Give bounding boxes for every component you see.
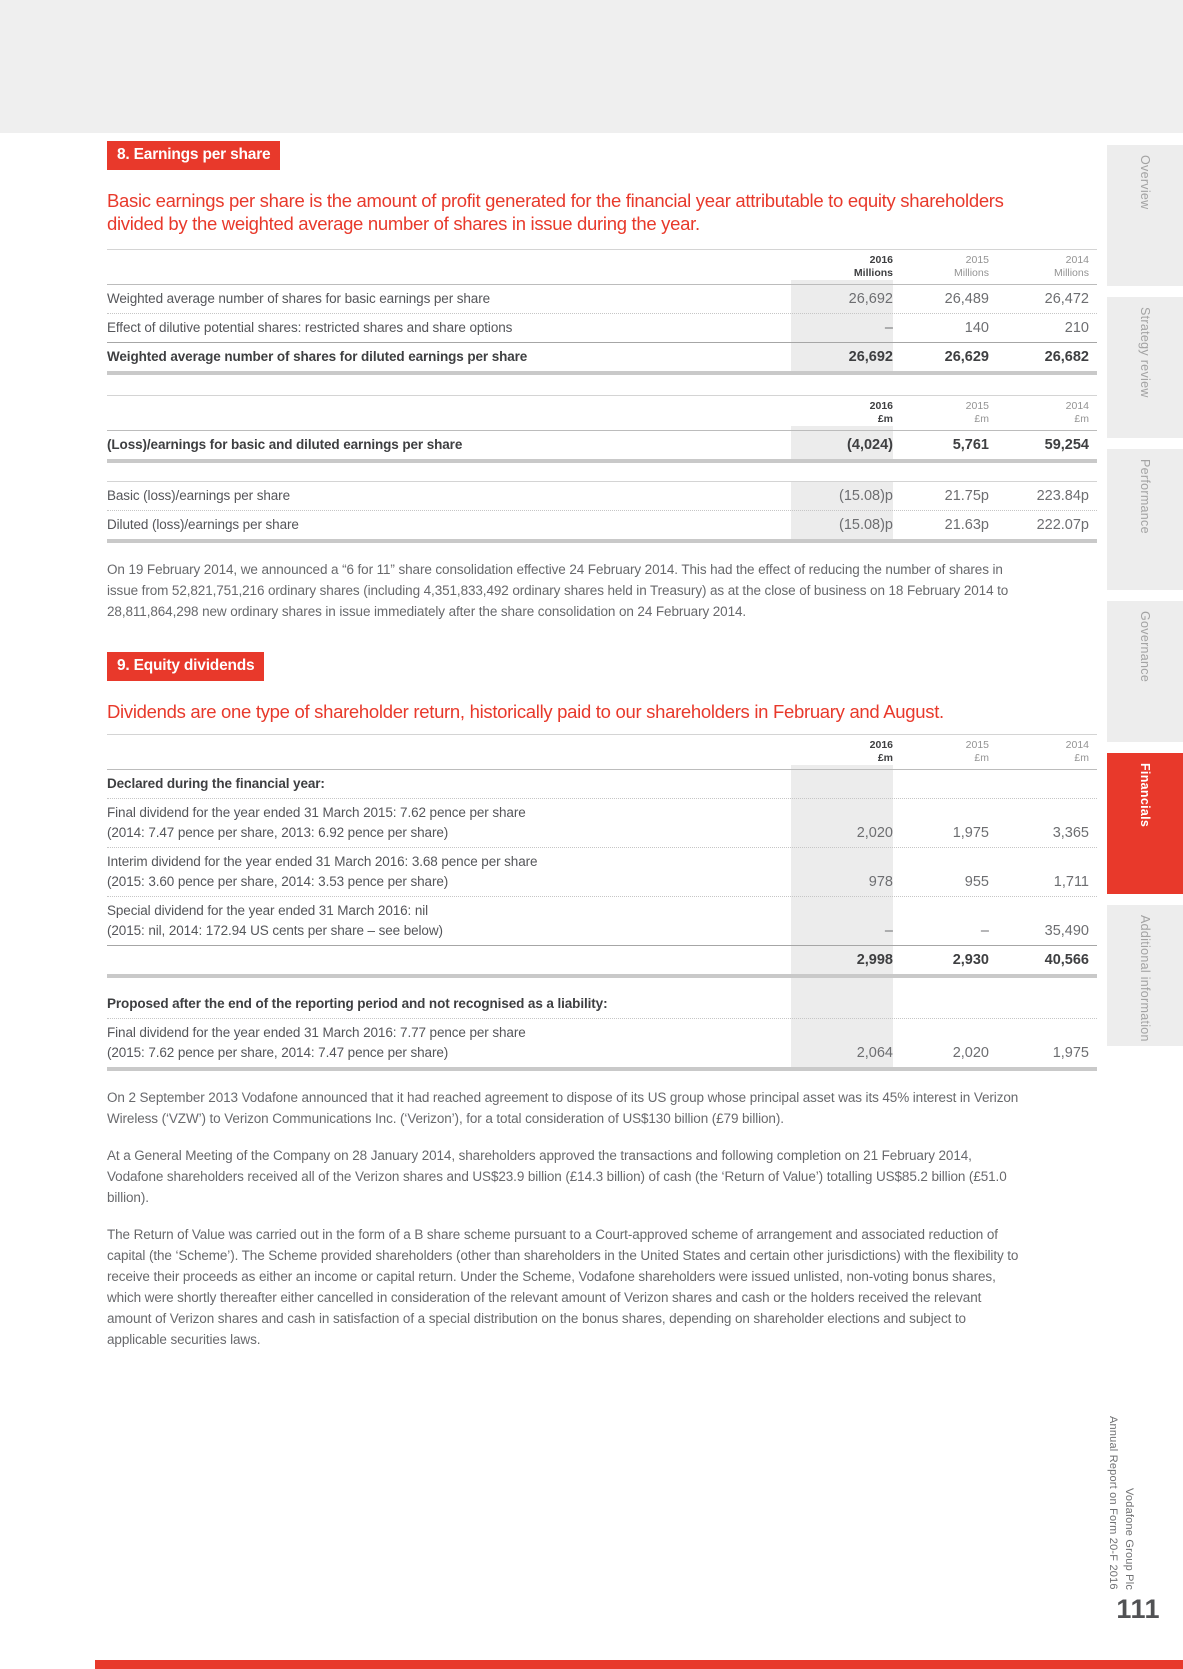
table-row [107, 510, 1097, 539]
row-label: Proposed after the end of the reporting period and not recognised as a liability: [107, 996, 608, 1011]
footer-report-name: Annual Report on Form 20-F 2016 [1107, 1416, 1119, 1590]
value-2016: 26,692 [848, 291, 893, 307]
page-number: 111 [1116, 1594, 1160, 1624]
value-2015: 5,761 [952, 437, 989, 453]
table-header-row [107, 734, 1097, 770]
table-row-total [107, 342, 1097, 371]
table-row [107, 896, 1097, 945]
earnings-table [107, 395, 1097, 463]
row-label-line1: Final dividend for the year ended 31 March 2016: 7.77 pence per share [107, 1025, 526, 1040]
dividends-table [107, 734, 1097, 1071]
column-year: 2014 [1065, 400, 1089, 412]
value-2014: 40,566 [1044, 952, 1089, 968]
table-row [107, 1018, 1097, 1067]
table-bottom-rule [107, 539, 1097, 543]
table-header-row [107, 249, 1097, 285]
column-unit: £m [974, 413, 989, 425]
value-2016: 2,020 [856, 825, 893, 841]
column-year: 2014 [1065, 254, 1089, 266]
column-header-2016 [791, 254, 893, 280]
column-header-2015 [893, 254, 989, 280]
table-bottom-rule [107, 1067, 1097, 1071]
value-2014: 26,472 [1044, 291, 1089, 307]
row-label [107, 852, 791, 892]
column-header-2016 [791, 400, 893, 426]
column-year: 2016 [869, 400, 893, 412]
column-unit: Millions [953, 267, 989, 279]
table-subheading-row [107, 990, 1097, 1018]
value-2015: 26,629 [944, 349, 989, 365]
sidebar-tab-strategy-review[interactable] [1107, 297, 1183, 438]
row-label-line2: (2015: nil, 2014: 172.94 US cents per share – see below) [107, 923, 443, 938]
footer-brand: Vodafone Group Plc [1123, 1487, 1135, 1590]
table-row-total [107, 945, 1097, 974]
table-spacer [107, 978, 1097, 990]
tab-label: Overview [1138, 155, 1152, 210]
row-label-line2: (2015: 3.60 pence per share, 2014: 3.53 pence per share) [107, 874, 449, 889]
column-unit: £m [877, 413, 893, 425]
table-bottom-rule [107, 459, 1097, 463]
column-header-2015 [893, 739, 989, 765]
row-label-line1: Special dividend for the year ended 31 March 2016: nil [107, 903, 429, 918]
table-bottom-rule [107, 371, 1097, 375]
value-2015: 21.75p [944, 488, 989, 504]
value-2015: 140 [964, 320, 989, 336]
share-consolidation-note: On 19 February 2014, we announced a “6 for 11” share consolidation effective 24 February 2014. This had the effect of reducing the number of shares in issue from 52,821,751,216 ordinary shares (including 4,351,833,492 ordinary shares held in Treasury) as at the close of business on 18 February 2014 to 28,811,864,298 new ordinary shares in issue immediately after the share consolidation on 24 February 2014. [107, 562, 1009, 619]
value-2014: 222.07p [1036, 517, 1089, 533]
column-unit: Millions [1053, 267, 1089, 279]
sidebar-tab-financials[interactable] [1107, 753, 1183, 894]
verizon-disposal-paragraph: On 2 September 2013 Vodafone announced that it had reached agreement to dispose of its US group whose principal asset was its 45% interest in Verizon Wireless (‘VZW’) to Verizon Communications Inc. (‘Verizon’), for a total consideration of US$130 billion (£79 billion). [107, 1090, 1019, 1126]
per-share-table [107, 481, 1097, 543]
column-header-2015 [893, 400, 989, 426]
row-label-line2: (2015: 7.62 pence per share, 2014: 7.47 pence per share) [107, 1045, 449, 1060]
value-2016: (15.08)p [838, 517, 893, 533]
table-row [107, 481, 1097, 510]
column-unit: £m [877, 752, 893, 764]
column-year: 2016 [869, 739, 893, 751]
table-row [107, 847, 1097, 896]
shares-table [107, 249, 1097, 375]
row-label [107, 803, 791, 843]
table-header-row [107, 395, 1097, 431]
row-label-line1: Final dividend for the year ended 31 March 2015: 7.62 pence per share [107, 805, 526, 820]
value-2014: 223.84p [1036, 488, 1089, 504]
column-header-2014 [989, 400, 1089, 426]
row-label: Basic (loss)/earnings per share [107, 488, 290, 503]
sidebar-tab-governance[interactable] [1107, 601, 1183, 742]
row-label: Effect of dilutive potential shares: restricted shares and share options [107, 320, 513, 335]
tab-label: Strategy review [1138, 307, 1152, 398]
value-2014: 1,975 [1052, 1045, 1089, 1061]
sidebar-tab-performance[interactable] [1107, 449, 1183, 590]
column-header-2016 [791, 739, 893, 765]
section-8-heading: 8. Earnings per share [107, 141, 280, 170]
return-of-value-paragraph: The Return of Value was carried out in the form of a B share scheme pursuant to a Court-approved scheme of arrangement and associated reduction of capital (the ‘Scheme’). The Scheme provided shareholders (other than shareholders in the United States and certain other jurisdictions) with the flexibility to receive their proceeds as either an income or capital return. Under the Scheme, Vodafone shareholders were issued unlisted, non-voting bonus shares, which were shortly thereafter either cancelled in consideration of the relevant amount of Verizon shares and cash or the holders received the relevant amount of Verizon shares and cash in satisfaction of a special distribution on the bonus shares, depending on shareholder elections and subject to applicable securities laws. [107, 1227, 1019, 1347]
section-8-intro: Basic earnings per share is the amount of profit generated for the financial year attributable to equity shareholders divided by the weighted average number of shares in issue during the year. [107, 190, 1004, 234]
value-2016: – [884, 320, 893, 336]
table-row [107, 313, 1097, 342]
table-subheading-row [107, 770, 1097, 798]
value-2015: 2,930 [952, 952, 989, 968]
section-9-intro: Dividends are one type of shareholder return, historically paid to our shareholders in February and August. [107, 701, 944, 722]
tab-label: Financials [1138, 763, 1152, 828]
table-row-total [107, 431, 1097, 459]
value-2015: 21.63p [944, 517, 989, 533]
tab-label: Additional information [1138, 915, 1152, 1042]
row-label: Diluted (loss)/earnings per share [107, 517, 299, 532]
column-year: 2016 [869, 254, 893, 266]
value-2016: – [884, 923, 893, 939]
value-2016: 26,692 [848, 349, 893, 365]
row-label [107, 1023, 791, 1063]
row-label-line1: Interim dividend for the year ended 31 March 2016: 3.68 pence per share [107, 854, 538, 869]
value-2015: 2,020 [952, 1045, 989, 1061]
tab-label: Governance [1138, 611, 1152, 683]
row-label: Weighted average number of shares for basic earnings per share [107, 291, 491, 306]
column-year: 2014 [1065, 739, 1089, 751]
table-row [107, 798, 1097, 847]
column-header-2014 [989, 254, 1089, 280]
column-unit: £m [974, 752, 989, 764]
value-2014: 35,490 [1044, 923, 1089, 939]
page-top-band [0, 0, 1183, 133]
main-content [107, 141, 1097, 1350]
tab-label: Performance [1138, 459, 1152, 534]
value-2016: (15.08)p [838, 488, 893, 504]
value-2016: 2,998 [856, 952, 893, 968]
row-label: (Loss)/earnings for basic and diluted earnings per share [107, 437, 463, 452]
column-unit: £m [1074, 752, 1089, 764]
value-2016: (4,024) [847, 437, 893, 453]
general-meeting-paragraph: At a General Meeting of the Company on 28 January 2014, shareholders approved the transactions and following completion on 21 February 2014, Vodafone shareholders received all of the Verizon shares and US$23.9 billion (£14.3 billion) of cash (the ‘Return of Value’) totalling US$85.2 billion (£51.0 billion). [107, 1148, 1007, 1205]
row-label: Weighted average number of shares for diluted earnings per share [107, 349, 528, 364]
footer-red-bar [95, 1660, 1183, 1669]
value-2014: 3,365 [1052, 825, 1089, 841]
value-2016: 2,064 [856, 1045, 893, 1061]
value-2015: 955 [964, 874, 989, 890]
column-unit: Millions [853, 267, 893, 279]
column-header-2014 [989, 739, 1089, 765]
sidebar-tab-overview[interactable] [1107, 145, 1183, 286]
sidebar-tab-additional-information[interactable] [1107, 905, 1183, 1046]
table-row [107, 285, 1097, 313]
value-2014: 59,254 [1044, 437, 1089, 453]
value-2015: 26,489 [944, 291, 989, 307]
column-year: 2015 [965, 400, 989, 412]
column-year: 2015 [965, 739, 989, 751]
row-label [107, 901, 791, 941]
column-year: 2015 [965, 254, 989, 266]
footer-report-title [1105, 1270, 1137, 1590]
value-2014: 1,711 [1053, 874, 1089, 890]
column-unit: £m [1074, 413, 1089, 425]
value-2015: 1,975 [952, 825, 989, 841]
value-2016: 978 [868, 874, 893, 890]
row-label: Declared during the financial year: [107, 776, 325, 791]
row-label-line2: (2014: 7.47 pence per share, 2013: 6.92 pence per share) [107, 825, 449, 840]
value-2014: 26,682 [1044, 349, 1089, 365]
value-2015: – [980, 923, 989, 939]
section-9-heading: 9. Equity dividends [107, 652, 264, 681]
value-2014: 210 [1064, 320, 1089, 336]
